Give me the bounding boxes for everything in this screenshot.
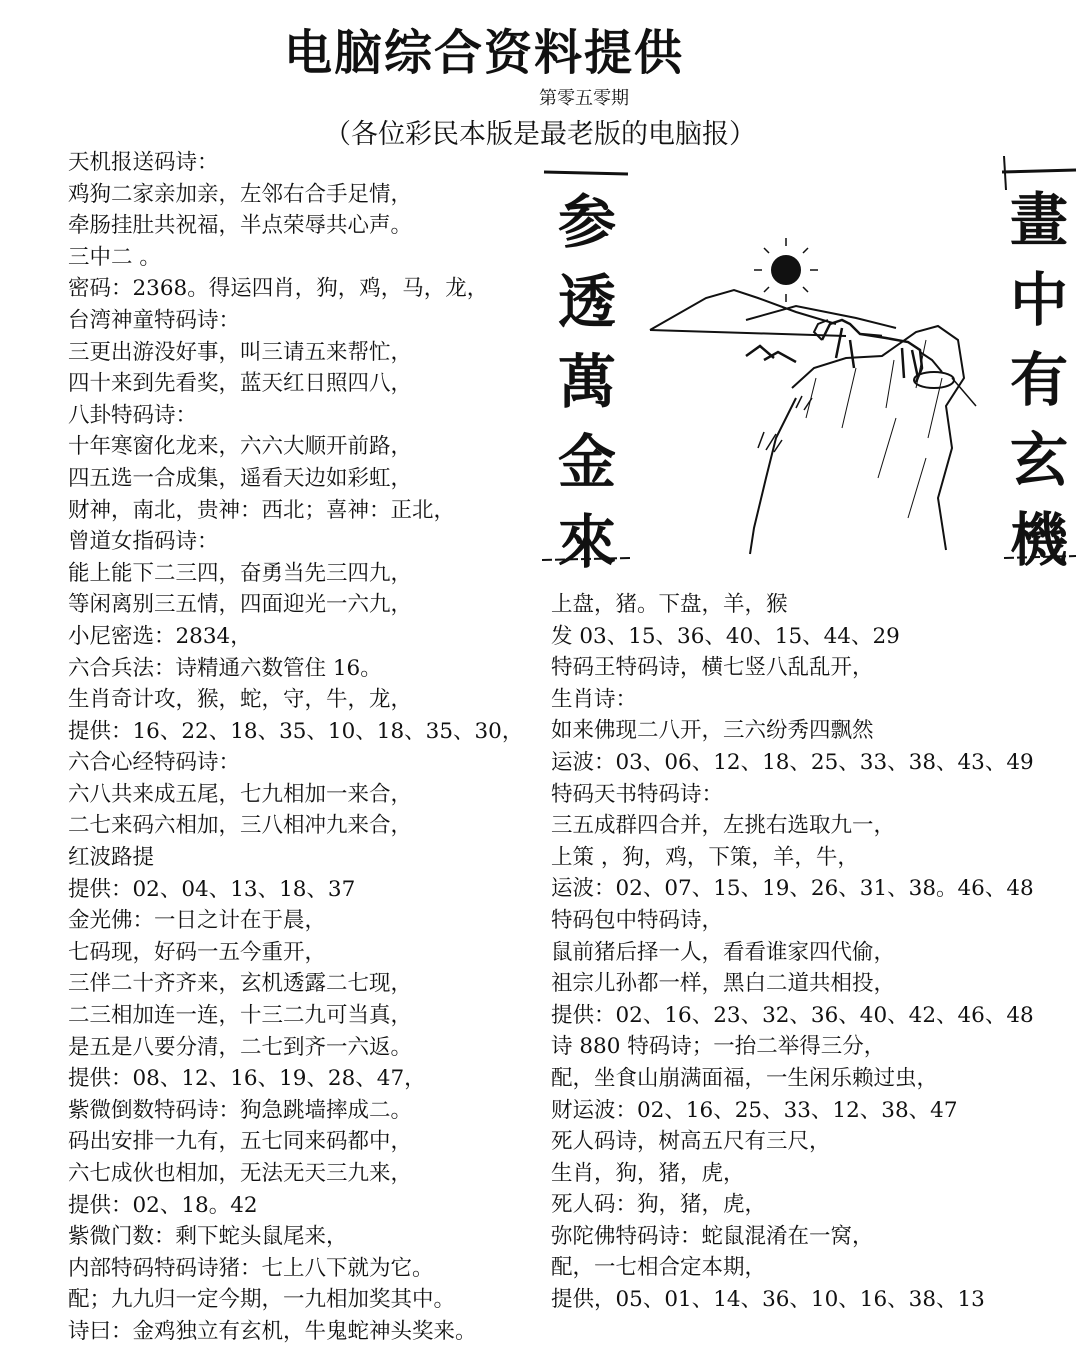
left-column-line-text: 台湾神童特码诗： bbox=[68, 307, 241, 333]
cliff-outline bbox=[792, 326, 964, 550]
left-column-line-text: 二七来码六相加，三八相冲九来合， bbox=[68, 813, 413, 839]
ink-painting-horse-on-cliff bbox=[646, 228, 990, 558]
left-column-line bbox=[68, 842, 538, 874]
right-column-line bbox=[551, 684, 1071, 716]
left-column-line-text: 提供：02、18。42 bbox=[68, 1192, 258, 1218]
right-scroll-text: 畫 中 有 玄 機 bbox=[1009, 186, 1068, 574]
right-column-line bbox=[551, 1063, 1071, 1095]
right-column-line-text: 死人码：狗，猪，虎， bbox=[551, 1192, 767, 1218]
left-column-line bbox=[68, 905, 538, 937]
left-column-line-text: 生肖奇计攻，猴，蛇，守，牛，龙， bbox=[68, 687, 413, 713]
left-column-line bbox=[68, 1063, 538, 1095]
left-column-line bbox=[68, 1126, 538, 1158]
right-column-line-text: 上策 ，狗，鸡，下策，羊，牛， bbox=[551, 844, 859, 870]
right-column-line-text: 财运波：02、16、25、33、12、38、47 bbox=[551, 1097, 958, 1123]
left-column-line-text: 六七成伙也相加，无法无天三九来， bbox=[68, 1161, 413, 1186]
left-column-line-text: 红波路提 bbox=[68, 845, 155, 871]
left-column-line bbox=[68, 431, 538, 463]
left-column-line bbox=[68, 621, 538, 653]
sun-icon bbox=[772, 256, 800, 284]
left-column-line-text: 紫微门数：剩下蛇头鼠尾来， bbox=[68, 1224, 348, 1250]
right-column-line bbox=[551, 1221, 1071, 1253]
left-column-line-text: 配；九九归一定今期，一九相加奖其中。 bbox=[68, 1287, 456, 1313]
horse-figure bbox=[822, 320, 922, 382]
left-column-line-text: 鸡狗二家亲加亲，左邻右合手足情， bbox=[68, 181, 413, 207]
left-column-line-text: 紫微倒数特码诗：狗急跳墙摔成二。 bbox=[68, 1097, 413, 1123]
right-column-line-text: 上盘，猪。下盘，羊，猴 bbox=[551, 592, 788, 617]
mountain-ridge bbox=[650, 290, 836, 330]
left-column-line bbox=[68, 179, 538, 211]
left-column-line-text: 财神，南北，贵神：西北；喜神：正北， bbox=[68, 497, 456, 523]
left-column-line bbox=[68, 242, 538, 274]
right-scroll bbox=[996, 150, 1080, 574]
right-column-line bbox=[551, 1158, 1071, 1190]
right-column-line bbox=[551, 589, 1071, 621]
left-column-line-text: 诗曰：金鸡独立有玄机，牛鬼蛇神头奖来。 bbox=[68, 1318, 477, 1344]
right-column-line-text: 特码天书特码诗： bbox=[551, 781, 724, 807]
right-column-line-text: 运波：02、07、15、19、26、31、38。46、48 bbox=[551, 876, 1034, 902]
left-column-line bbox=[68, 874, 538, 906]
left-column-line bbox=[68, 937, 538, 969]
right-column-line bbox=[551, 873, 1071, 905]
right-column-line-text: 提供：02、16、23、32、36、40、42、46、48 bbox=[551, 1002, 1034, 1028]
left-column-line-text: 二三相加连一连，十三二九可当真， bbox=[68, 1003, 413, 1029]
right-column-line bbox=[551, 621, 1071, 653]
left-column-line bbox=[68, 1316, 538, 1348]
right-column-line bbox=[551, 905, 1071, 937]
left-column-line-text: 六合心经特码诗： bbox=[68, 750, 241, 776]
left-column-line bbox=[68, 400, 538, 432]
left-column-line-text: 密码：2368。得运四肖，狗，鸡，马，龙， bbox=[68, 276, 489, 302]
right-column-line-text: 生肖诗： bbox=[551, 686, 638, 712]
left-column-line-text: 能上能下二三四，奋勇当先三四九， bbox=[68, 560, 413, 586]
right-column-line-text: 如来佛现二八开，三六纷秀四飘然 bbox=[551, 718, 874, 744]
right-column-line-text: 提供，05、01、14、36、10、16、38、13 bbox=[551, 1287, 985, 1313]
right-column-line bbox=[551, 1284, 1071, 1316]
right-column-line-text: 死人码诗，树高五尺有三尺， bbox=[551, 1129, 831, 1155]
left-column-line bbox=[68, 1284, 538, 1316]
left-column-line bbox=[68, 684, 538, 716]
left-column-line-text: 七码现，好码一五今重开， bbox=[68, 939, 327, 965]
left-column-line bbox=[68, 589, 538, 621]
left-column-line bbox=[68, 495, 538, 527]
left-column-line-text: 是五是八要分清，二七到齐一六返。 bbox=[68, 1034, 413, 1060]
right-column-line-text: 祖宗儿孙都一样，黑白二道共相投， bbox=[551, 971, 896, 997]
right-column-line bbox=[551, 937, 1071, 969]
left-column-line bbox=[68, 716, 538, 748]
left-column-line bbox=[68, 273, 538, 305]
left-scroll-text: 参 透 萬 金 來 bbox=[557, 188, 616, 576]
left-column-line bbox=[68, 305, 538, 337]
left-column-line-text: 提供：02、04、13、18、37 bbox=[68, 876, 356, 902]
left-column-line bbox=[68, 779, 538, 811]
left-column-line-text: 小尼密选：2834， bbox=[68, 623, 252, 649]
right-column-line bbox=[551, 1252, 1071, 1284]
left-column-line bbox=[68, 210, 538, 242]
right-column-line bbox=[551, 1126, 1071, 1158]
left-column-line-text: 提供：16、22、18、35、10、18、35、30， bbox=[68, 718, 524, 744]
left-column-line bbox=[68, 1158, 538, 1190]
left-column-line bbox=[68, 810, 538, 842]
right-column-line-text: 鼠前猪后择一人，看看谁家四代偷， bbox=[551, 939, 896, 965]
right-column-line bbox=[551, 810, 1071, 842]
left-column-line bbox=[68, 463, 538, 495]
left-column-line-text: 提供：08、12、16、19、28、47， bbox=[68, 1066, 426, 1092]
left-column-line-text: 内部特码特码诗猪：七上八下就为它。 bbox=[68, 1255, 434, 1281]
right-column-line-text: 特码包中特码诗， bbox=[551, 907, 724, 933]
left-column-line-text: 等闲离别三五情，四面迎光一六九， bbox=[68, 592, 413, 618]
right-column-line bbox=[551, 1189, 1071, 1221]
left-column-line-text: 三伴二十齐齐来，玄机透露二七现， bbox=[68, 971, 413, 997]
right-column-line bbox=[551, 715, 1071, 747]
left-column-line-text: 牵肠挂肚共祝福，半点荣辱共心声。 bbox=[68, 213, 413, 239]
left-column-line bbox=[68, 1032, 538, 1064]
right-column-line-text: 三五成群四合并，左挑右选取九一， bbox=[551, 813, 896, 839]
left-column-line-text: 十年寒窗化龙来，六六大顺开前路， bbox=[68, 434, 413, 460]
right-column-line bbox=[551, 1031, 1071, 1063]
right-column-line-text: 配，一七相合定本期， bbox=[551, 1255, 767, 1281]
right-text-column bbox=[551, 589, 1071, 1316]
left-column-line-text: 三中二 。 bbox=[68, 244, 161, 270]
left-column-line-text: 天机报送码诗： bbox=[68, 150, 219, 175]
left-scroll bbox=[540, 160, 632, 576]
left-column-line-text: 六八共来成五尾，七九相加一来合， bbox=[68, 781, 413, 807]
right-column-line bbox=[551, 1000, 1071, 1032]
page-title: 电脑综合资料提供 bbox=[283, 25, 684, 81]
right-column-line-text: 特码王特码诗，横七竖八乱乱开， bbox=[551, 655, 874, 681]
left-column-line-text: 四五选一合成集，遥看天边如彩虹， bbox=[68, 465, 413, 491]
right-column-line-text: 生肖，狗，猪，虎， bbox=[551, 1160, 745, 1186]
left-column-line bbox=[68, 368, 538, 400]
issue-number: 第零五零期 bbox=[539, 88, 629, 109]
left-column-line bbox=[68, 558, 538, 590]
right-column-line bbox=[551, 968, 1071, 1000]
right-column-line bbox=[551, 842, 1071, 874]
left-column-line-text: 码出安排一九有，五七同来码都中， bbox=[68, 1129, 413, 1155]
left-column-line bbox=[68, 1000, 538, 1032]
left-column-line bbox=[68, 968, 538, 1000]
left-column-line-text: 三更出游没好事，叫三请五来帮忙， bbox=[68, 339, 413, 365]
right-column-line-text: 诗 880 特码诗；一抬二举得三分， bbox=[551, 1034, 886, 1060]
left-column-line bbox=[68, 747, 538, 779]
right-column-line-text: 弥陀佛特码诗：蛇鼠混淆在一窝， bbox=[551, 1223, 874, 1249]
left-column-line bbox=[68, 1095, 538, 1127]
right-column-line bbox=[551, 779, 1071, 811]
right-column-line bbox=[551, 747, 1071, 779]
right-column-line bbox=[551, 1095, 1071, 1127]
right-column-line-text: 配，坐食山崩满面福，一生闲乐赖过虫， bbox=[551, 1065, 939, 1091]
left-column-line bbox=[68, 1253, 538, 1285]
left-column-line-text: 四十来到先看奖，蓝天红日照四八， bbox=[68, 371, 413, 397]
right-column-line bbox=[551, 652, 1071, 684]
left-column-line bbox=[68, 526, 538, 558]
left-column-line bbox=[68, 1190, 538, 1222]
left-column-line-text: 曾道女指码诗： bbox=[68, 529, 219, 555]
page-subtitle: （各位彩民本版是最老版的电脑报） bbox=[324, 119, 756, 150]
right-column-line-text: 发 03、15、36、40、15、44、29 bbox=[551, 623, 900, 649]
left-column-line bbox=[68, 337, 538, 369]
left-text-column bbox=[68, 147, 538, 1348]
left-column-line bbox=[68, 1221, 538, 1253]
left-column-line bbox=[68, 653, 538, 685]
left-column-line-text: 八卦特码诗： bbox=[68, 402, 198, 428]
right-column-line-text: 运波：03、06、12、18、25、33、38、43、49 bbox=[551, 749, 1034, 775]
left-column-line-text: 金光佛：一日之计在于晨， bbox=[68, 908, 327, 934]
left-column-line bbox=[68, 147, 538, 179]
left-column-line-text: 六合兵法：诗精通六数管住 16。 bbox=[68, 655, 382, 681]
